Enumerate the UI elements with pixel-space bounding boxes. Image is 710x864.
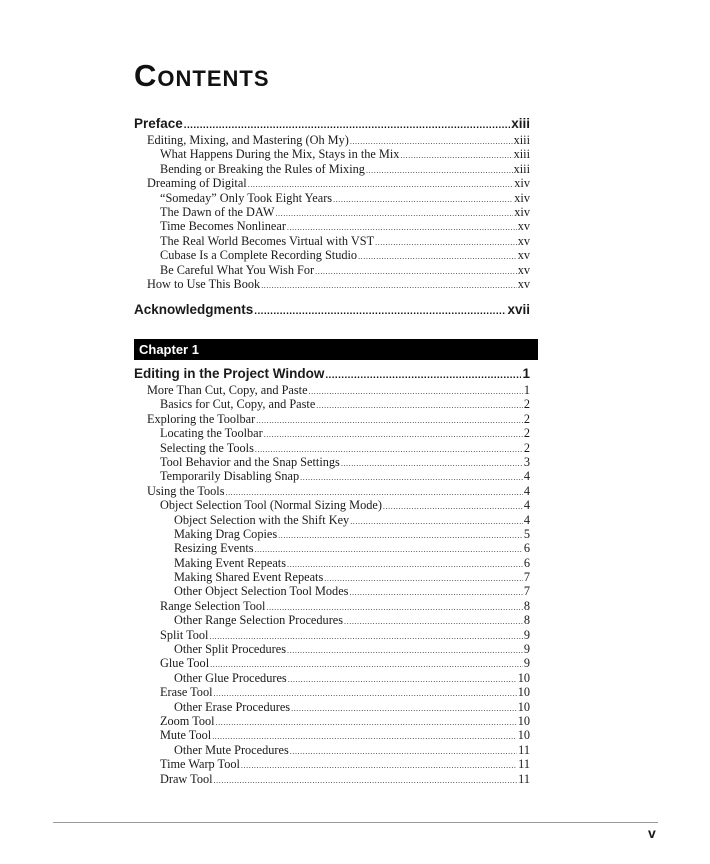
toc-entry: [134, 728, 530, 742]
toc-entry-page: 9: [523, 656, 530, 671]
toc-entry: [134, 642, 530, 656]
toc-entry-title: Exploring the Toolbar: [147, 411, 256, 426]
toc-entry-page: 11: [518, 771, 530, 786]
dot-leader: [288, 673, 517, 687]
toc-entry: [134, 714, 530, 728]
toc-entry: [134, 176, 530, 190]
toc-entry-title: Making Event Repeats: [174, 555, 287, 570]
toc-entry-page: 10: [517, 728, 530, 743]
toc-entry: [134, 757, 530, 771]
toc-entry-page: 7: [523, 570, 530, 585]
dot-leader: [309, 385, 523, 399]
toc-entry-page: 9: [523, 627, 530, 642]
toc-entry-page: 11: [518, 757, 530, 772]
toc-entry-title: Object Selection Tool (Normal Sizing Mode): [160, 498, 382, 513]
toc-entry: [134, 301, 530, 319]
dot-leader: [325, 367, 521, 385]
toc-entry: [134, 484, 530, 498]
toc-entry-page: 5: [523, 526, 530, 541]
toc-entry-page: 2: [523, 440, 530, 455]
toc-entry-title: Basics for Cut, Copy, and Paste: [160, 397, 316, 412]
dot-leader: [264, 428, 523, 442]
toc-entry: [134, 584, 530, 598]
toc-entry-title: Draw Tool: [160, 771, 213, 786]
dot-leader: [214, 774, 518, 788]
toc-entry: [134, 234, 530, 248]
toc-entry-title: Other Erase Procedures: [174, 699, 291, 714]
toc-entry: [134, 556, 530, 570]
toc-entry-title: Using the Tools: [147, 483, 225, 498]
dot-leader: [366, 164, 513, 178]
toc-entry-page: 4: [523, 498, 530, 513]
toc-entry-title: Editing in the Project Window: [134, 366, 325, 381]
toc-entry-title: Mute Tool: [160, 728, 212, 743]
toc-entry-title: Other Split Procedures: [174, 642, 287, 657]
toc-entry-page: xiv: [514, 176, 530, 191]
toc-entry-page: xiv: [514, 190, 530, 205]
toc-entry: [134, 671, 530, 685]
toc-entry: [134, 219, 530, 233]
toc-entry: [134, 599, 530, 613]
toc-entry: [134, 498, 530, 512]
toc-entry-page: xv: [517, 248, 530, 263]
toc-entry-title: The Real World Becomes Virtual with VST: [160, 233, 375, 248]
toc-entry: [134, 263, 530, 277]
toc-entry-title: Acknowledgments: [134, 302, 254, 318]
toc-entry: [134, 513, 530, 527]
toc-entry: [134, 527, 530, 541]
dot-leader: [350, 515, 523, 529]
dot-leader: [358, 250, 517, 264]
toc-entry-page: xv: [517, 219, 530, 234]
toc-entry-page: xv: [517, 276, 530, 291]
toc-entry: [134, 570, 530, 584]
dot-leader: [241, 759, 517, 773]
dot-leader: [315, 265, 517, 279]
dot-leader: [287, 644, 523, 658]
toc-entry: [134, 772, 530, 786]
toc-entry-title: Be Careful What You Wish For: [160, 262, 315, 277]
toc-entry-page: xiii: [511, 116, 530, 131]
toc-entry-title: Zoom Tool: [160, 713, 215, 728]
toc-entry-page: xiii: [513, 133, 530, 147]
toc-entry-page: 10: [517, 699, 530, 714]
toc-entry-page: xiv: [514, 204, 530, 219]
toc-entry: [134, 205, 530, 219]
dot-leader: [341, 457, 523, 471]
toc-entry: [134, 248, 530, 262]
toc-entry: [134, 397, 530, 411]
toc-entry: [134, 365, 530, 383]
toc-entry-page: 4: [523, 483, 530, 498]
toc-entry: [134, 162, 530, 176]
toc-entry-page: 10: [517, 685, 530, 700]
toc-entry-title: Glue Tool: [160, 656, 210, 671]
toc-entry-page: 8: [523, 613, 530, 628]
toc-entry-page: 4: [523, 469, 530, 484]
toc-entry-page: 9: [523, 642, 530, 657]
toc-entry-title: Preface: [134, 116, 183, 131]
toc-entry: [134, 383, 530, 397]
toc-entry-page: 8: [523, 598, 530, 613]
toc-entry-page: xvii: [507, 302, 530, 318]
toc-entry-title: Temporarily Disabling Snap: [160, 469, 300, 484]
dot-leader: [383, 500, 523, 514]
toc-entry-title: Making Shared Event Repeats: [174, 570, 324, 585]
toc-entry-page: 7: [523, 584, 530, 599]
toc-entry-page: 10: [517, 713, 530, 728]
toc-entry-title: The Dawn of the DAW: [160, 204, 275, 219]
dot-leader: [375, 236, 517, 250]
dot-leader: [275, 207, 513, 221]
front-matter-toc: [134, 115, 530, 319]
dot-leader: [290, 745, 517, 759]
dot-leader: [216, 716, 517, 730]
toc-entry: [134, 743, 530, 757]
toc-entry-page: 1: [522, 366, 530, 381]
toc-entry: [134, 133, 530, 147]
toc-entry-page: 11: [518, 742, 530, 757]
toc-entry: [134, 426, 530, 440]
toc-entry-title: Bending or Breaking the Rules of Mixing: [160, 161, 365, 176]
toc-entry-title: “Someday” Only Took Eight Years: [160, 190, 333, 205]
toc-entry: [134, 628, 530, 642]
toc-entry-title: Other Object Selection Tool Modes: [174, 584, 349, 599]
dot-leader: [349, 586, 522, 600]
toc-entry-title: Cubase Is a Complete Recording Studio: [160, 248, 358, 263]
toc-entry: [134, 613, 530, 627]
toc-entry-title: What Happens During the Mix, Stays in the Mix: [160, 147, 400, 162]
dot-leader: [300, 471, 523, 485]
toc-entry: [134, 277, 530, 291]
toc-entry-page: 3: [523, 454, 530, 469]
toc-entry-page: xv: [517, 233, 530, 248]
toc-entry: [134, 455, 530, 469]
dot-leader: [344, 615, 523, 629]
toc-entry-title: More Than Cut, Copy, and Paste: [147, 383, 308, 397]
dot-leader: [261, 279, 517, 293]
toc-entry-title: Tool Behavior and the Snap Settings: [160, 454, 340, 469]
toc-entry-page: 2: [523, 397, 530, 412]
toc-entry: [134, 541, 530, 555]
toc-entry-page: 2: [523, 411, 530, 426]
toc-entry: [134, 191, 530, 205]
toc-entry-page: 1: [523, 383, 530, 397]
toc-entry-title: Locating the Toolbar: [160, 426, 263, 441]
toc-entry-page: 4: [523, 512, 530, 527]
toc-entry-title: Making Drag Copies: [174, 526, 278, 541]
toc-entry: [134, 412, 530, 426]
dot-leader: [316, 399, 523, 413]
chapter-1-toc: [134, 365, 530, 786]
toc-entry: [134, 469, 530, 483]
toc-entry-page: xiii: [513, 147, 530, 162]
toc-entry-title: Resizing Events: [174, 541, 254, 556]
toc-entry-page: 2: [523, 426, 530, 441]
toc-entry-title: How to Use This Book: [147, 276, 261, 291]
toc-entry-title: Selecting the Tools: [160, 440, 254, 455]
dot-leader: [255, 543, 523, 557]
toc-entry-title: Range Selection Tool: [160, 598, 266, 613]
toc-entry-page: 6: [523, 555, 530, 570]
dot-leader: [254, 303, 506, 321]
footer-rule: [53, 822, 658, 823]
toc-entry: [134, 700, 530, 714]
dot-leader: [324, 572, 523, 586]
toc-entry-page: 10: [517, 670, 530, 685]
toc-entry: [134, 685, 530, 699]
toc-entry-page: xiii: [513, 161, 530, 176]
toc-entry-title: Time Warp Tool: [160, 757, 240, 772]
toc-entry-title: Split Tool: [160, 627, 209, 642]
toc-entry: [134, 147, 530, 161]
toc-entry-page: xv: [517, 262, 530, 277]
toc-entry-title: Other Range Selection Procedures: [174, 613, 344, 628]
toc-entry-title: Object Selection with the Shift Key: [174, 512, 350, 527]
toc-entry-title: Time Becomes Nonlinear: [160, 219, 286, 234]
chapter-heading-bar: Chapter 1: [134, 339, 538, 360]
page-title: Contents: [134, 58, 270, 93]
toc-entry-title: Other Glue Procedures: [174, 670, 287, 685]
toc-entry-title: Editing, Mixing, and Mastering (Oh My): [147, 133, 349, 147]
toc-entry-title: Dreaming of Digital: [147, 176, 247, 191]
dot-leader: [256, 414, 523, 428]
toc-entry: [134, 115, 530, 133]
toc-entry: [134, 656, 530, 670]
page-number: v: [648, 825, 656, 841]
dot-leader: [278, 529, 523, 543]
dot-leader: [291, 702, 517, 716]
dot-leader: [333, 193, 513, 207]
toc-entry-page: 6: [523, 541, 530, 556]
toc-entry: [134, 441, 530, 455]
toc-entry-title: Other Mute Procedures: [174, 742, 289, 757]
dot-leader: [400, 149, 512, 163]
toc-entry-title: Erase Tool: [160, 685, 213, 700]
